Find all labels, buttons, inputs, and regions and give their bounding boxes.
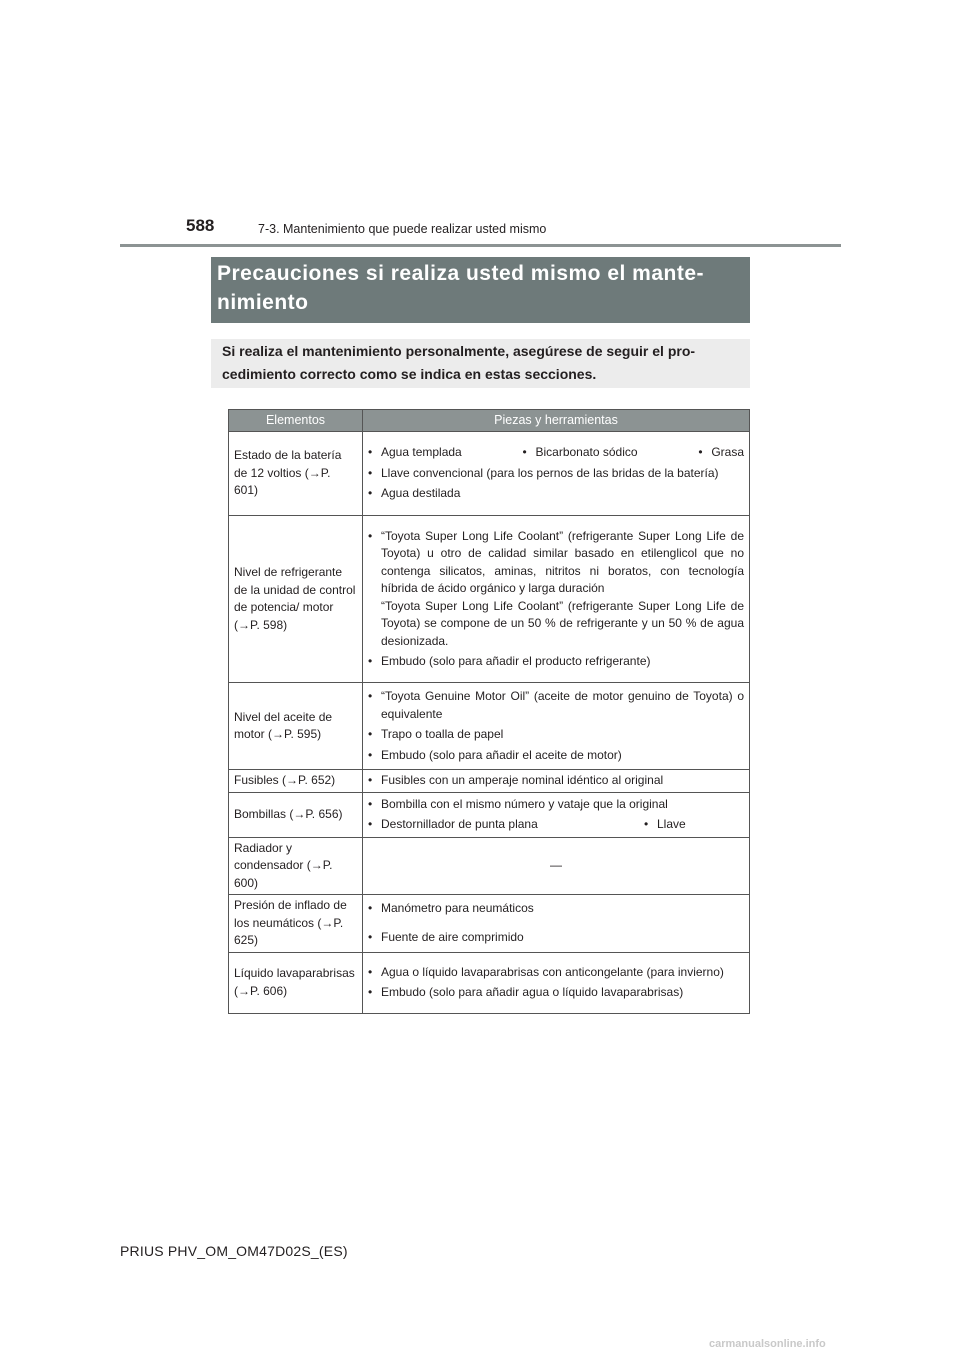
element-cell: Fusibles (→P. 652) <box>229 770 363 793</box>
parts-cell <box>363 516 750 683</box>
table-row <box>229 683 750 770</box>
list-item: • Grasa <box>698 444 744 462</box>
element-cell: Estado de la batería de 12 voltios (→P. 601) <box>229 432 363 516</box>
parts-cell <box>363 895 750 953</box>
parts-list <box>368 964 744 1002</box>
parts-list <box>368 900 744 946</box>
table-row <box>229 432 750 516</box>
inline-items <box>368 444 744 462</box>
maintenance-table <box>228 409 750 1014</box>
parts-cell <box>363 792 750 837</box>
parts-list <box>368 796 744 814</box>
list-item: • Fuente de aire comprimido <box>368 929 744 947</box>
list-item: • Destornillador de punta plana <box>368 816 644 834</box>
list-item: • Agua destilada <box>368 485 744 503</box>
parts-list <box>368 688 744 764</box>
intro-line2: cedimiento correcto como se indica en estas secciones. <box>222 366 597 382</box>
coolant-description: “Toyota Super Long Life Coolant” (refrigerante Super Long Life de Toyota) u otro de calidad similar basado en etilenglicol que no contenga silicatos, aminas, nitritos ni boratos, con tecnología híbrida de ácido orgánico y larga duración <box>381 528 744 595</box>
header-piezas: Piezas y herramientas <box>363 410 750 432</box>
table-row <box>229 895 750 953</box>
intro-line1: Si realiza el mantenimiento personalmente, asegúrese de seguir el pro- <box>222 343 696 359</box>
list-item: • Bombilla con el mismo número y vataje que la original <box>368 796 744 814</box>
watermark: carmanualsonline.info <box>709 1338 826 1350</box>
list-item: • Embudo (solo para añadir agua o líquido lavaparabrisas) <box>368 984 744 1002</box>
element-cell: Radiador y condensador (→P. 600) <box>229 837 363 895</box>
list-item: • Llave <box>644 816 686 834</box>
list-item: • Embudo (solo para añadir el aceite de motor) <box>368 747 744 765</box>
table-row <box>229 792 750 837</box>
parts-cell <box>363 770 750 793</box>
page-number: 588 <box>186 216 215 235</box>
section-header: 7-3. Mantenimiento que puede realizar usted mismo <box>258 222 547 236</box>
list-item: • Fusibles con un amperaje nominal idéntico al original <box>368 772 744 790</box>
coolant-note: “Toyota Super Long Life Coolant” (refrigerante Super Long Life de Toyota) se compone de un 50 % de refrigerante y un 50 % de agua desionizada. <box>381 598 744 648</box>
header-rule <box>120 244 841 247</box>
list-item: • Embudo (solo para añadir el producto refrigerante) <box>368 653 744 671</box>
parts-cell <box>363 683 750 770</box>
table-row <box>229 770 750 793</box>
parts-list <box>368 772 744 790</box>
table-header-row <box>229 410 750 432</box>
table-row <box>229 952 750 1013</box>
list-item <box>368 528 744 651</box>
list-item: • Bicarbonato sódico <box>522 444 637 462</box>
parts-list <box>368 528 744 671</box>
header-elementos: Elementos <box>229 410 363 432</box>
parts-list <box>368 465 744 503</box>
section-title-line2: nimiento <box>217 291 309 314</box>
list-item: • Agua o líquido lavaparabrisas con anticongelante (para invierno) <box>368 964 744 982</box>
document-footer: PRIUS PHV_OM_OM47D02S_(ES) <box>120 1243 348 1259</box>
section-title-line1: Precauciones si realiza usted mismo el mante- <box>217 262 705 285</box>
section-title <box>211 257 750 323</box>
element-cell: Presión de inflado de los neumáticos (→P. 625) <box>229 895 363 953</box>
parts-cell <box>363 432 750 516</box>
element-cell: Bombillas (→P. 656) <box>229 792 363 837</box>
list-item: • Manómetro para neumáticos <box>368 900 744 918</box>
element-cell: Nivel de refrigerante de la unidad de control de potencia/ motor (→P. 598) <box>229 516 363 683</box>
list-item: • “Toyota Genuine Motor Oil” (aceite de motor genuino de Toyota) o equivalente <box>368 688 744 723</box>
table-row <box>229 516 750 683</box>
parts-cell <box>363 952 750 1013</box>
list-item: • Agua templada <box>368 444 462 462</box>
list-item: • Trapo o toalla de papel <box>368 726 744 744</box>
inline-items <box>368 816 744 834</box>
list-item: • Llave convencional (para los pernos de las bridas de la batería) <box>368 465 744 483</box>
table-row <box>229 837 750 895</box>
element-cell: Líquido lavaparabrisas (→P. 606) <box>229 952 363 1013</box>
parts-cell: — <box>363 837 750 895</box>
intro-box <box>211 339 750 388</box>
element-cell: Nivel del aceite de motor (→P. 595) <box>229 683 363 770</box>
